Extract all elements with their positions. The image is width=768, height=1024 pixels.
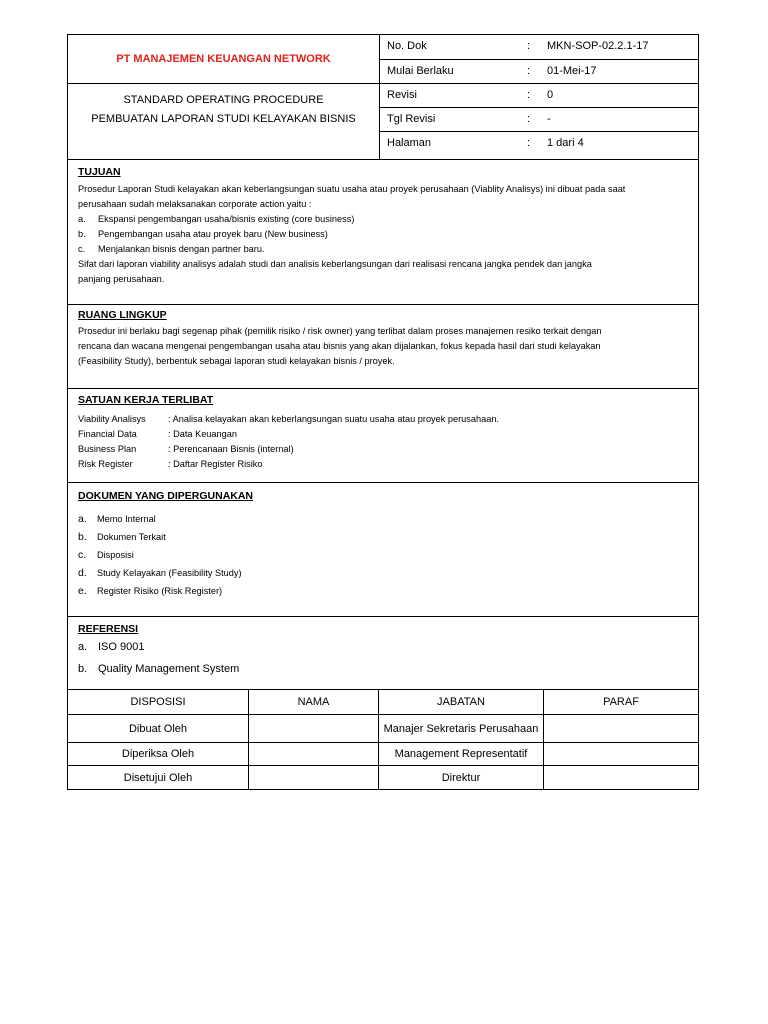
disposisi-cell: Dibuat Oleh: [68, 715, 249, 742]
signature-table: [68, 690, 698, 789]
definition-term: Financial Data: [78, 429, 137, 439]
list-marker: e.: [78, 585, 87, 597]
list-text: Memo Internal: [97, 514, 156, 524]
header-left: [68, 35, 380, 159]
definition-desc: : Perencanaan Bisnis (internal): [168, 444, 294, 454]
list-item: [78, 584, 678, 602]
list-marker: b.: [78, 662, 88, 675]
paraf-cell: [544, 743, 698, 765]
list-item: [78, 530, 678, 548]
signature-header-row: [68, 690, 698, 715]
meta-label: Tgl Revisi: [387, 113, 436, 125]
list-marker: c.: [78, 244, 86, 254]
meta-value: 1 dari 4: [547, 137, 584, 149]
definition-term: Business Plan: [78, 444, 137, 454]
sop-title-line2: PEMBUATAN LAPORAN STUDI KELAYAKAN BISNIS: [91, 113, 356, 125]
meta-label: Halaman: [387, 137, 432, 149]
section-title: TUJUAN: [78, 166, 121, 178]
list-marker: a.: [78, 640, 88, 653]
meta-sep: :: [527, 40, 531, 52]
paragraph-line: Prosedur ini berlaku bagi segenap pihak (pemilik risiko / risk owner) yang terlibat dalam proses manajemen resiko terkait dengan: [78, 326, 602, 336]
satuan-kerja-body: [78, 412, 678, 472]
jabatan-cell: Management Representatif: [379, 743, 544, 765]
list-marker: c.: [78, 549, 87, 561]
list-marker: d.: [78, 567, 87, 579]
definition-desc: : Daftar Register Risiko: [168, 459, 263, 469]
jabatan-cell: Direktur: [379, 766, 544, 789]
paragraph-line: rencana dan wacana mengenai pengembangan usaha atau bisnis yang akan dijalankan, fokus kepada hasil dari studi kelayakan: [78, 341, 601, 351]
paragraph-line: (Feasibility Study), berbentuk sebagai laporan studi kelayakan bisnis / proyek.: [78, 356, 395, 366]
sop-document: [67, 34, 699, 790]
meta-row-halaman: [380, 132, 698, 158]
list-text: Disposisi: [97, 550, 134, 560]
paragraph-line: panjang perusahaan.: [78, 274, 165, 284]
list-marker: b.: [78, 531, 87, 543]
meta-row-no-dok: [380, 35, 698, 60]
meta-value: -: [547, 113, 551, 125]
definition-desc: : Data Keuangan: [168, 429, 237, 439]
meta-label: No. Dok: [387, 40, 427, 52]
paraf-cell: [544, 766, 698, 789]
list-text: ISO 9001: [98, 640, 145, 653]
nama-cell: [249, 715, 379, 742]
list-item: [78, 658, 678, 680]
paragraph-line: Prosedur Laporan Studi kelayakan akan keberlangsungan suatu usaha atau proyek perusahaan (Viablity Analisys) ini dibuat pada saat: [78, 184, 626, 194]
meta-row-revisi: [380, 84, 698, 108]
meta-value: 01-Mei-17: [547, 65, 597, 77]
section-title: SATUAN KERJA TERLIBAT: [78, 394, 214, 406]
definition-desc: : Analisa kelayakan akan keberlangsungan suatu usaha atau proyek perusahaan.: [168, 414, 499, 424]
section-title: RUANG LINGKUP: [78, 309, 167, 321]
jabatan-cell: Manajer Sekretaris Perusahaan: [379, 715, 544, 742]
meta-label: Revisi: [387, 89, 417, 101]
list-text: Register Risiko (Risk Register): [97, 586, 223, 596]
column-header: NAMA: [249, 690, 379, 714]
meta-label: Mulai Berlaku: [387, 65, 454, 77]
definition-term: Risk Register: [78, 459, 133, 469]
section-title: DOKUMEN YANG DIPERGUNAKAN: [78, 490, 254, 502]
list-item: [78, 548, 678, 566]
nama-cell: [249, 766, 379, 789]
referensi-list: [78, 636, 678, 680]
meta-sep: :: [527, 113, 531, 125]
table-row: [68, 715, 698, 743]
definition-row: [78, 427, 678, 442]
list-item: [78, 227, 678, 242]
section-tujuan: [68, 159, 698, 305]
sop-title: [68, 84, 379, 159]
column-header: JABATAN: [379, 690, 544, 714]
list-text: Menjalankan bisnis dengan partner baru.: [98, 244, 265, 254]
nama-cell: [249, 743, 379, 765]
definition-term: Viability Analisys: [78, 414, 146, 424]
company-name: PT MANAJEMEN KEUANGAN NETWORK: [68, 35, 379, 84]
definition-row: [78, 412, 678, 427]
paragraph-line: Sifat dari laporan viability analisys adalah studi dan analisis keberlangsungan dari realisasi rencana jangka pendek dan jangka: [78, 259, 592, 269]
list-marker: a.: [78, 513, 87, 525]
column-header: DISPOSISI: [68, 690, 249, 714]
list-text: Ekspansi pengembangan usaha/bisnis existing (core business): [98, 214, 355, 224]
sop-title-line1: STANDARD OPERATING PROCEDURE: [123, 94, 324, 106]
section-ruang-lingkup: [68, 305, 698, 389]
table-row: [68, 743, 698, 766]
ruang-lingkup-body: [78, 324, 678, 369]
meta-value: 0: [547, 89, 554, 101]
list-item: [78, 242, 678, 257]
meta-sep: :: [527, 65, 531, 77]
meta-row-mulai-berlaku: [380, 60, 698, 84]
list-marker: a.: [78, 214, 86, 224]
list-text: Pengembangan usaha atau proyek baru (New business): [98, 229, 328, 239]
section-referensi: [68, 617, 698, 690]
disposisi-cell: Diperiksa Oleh: [68, 743, 249, 765]
meta-value: MKN-SOP-02.2.1-17: [547, 40, 649, 52]
document-header: [68, 35, 698, 160]
meta-sep: :: [527, 89, 531, 101]
column-header: PARAF: [603, 696, 639, 708]
definition-row: [78, 442, 678, 457]
section-dokumen: [68, 483, 698, 617]
tujuan-body: [78, 182, 678, 287]
list-text: Study Kelayakan (Feasibility Study): [97, 568, 242, 578]
section-title: REFERENSI: [78, 623, 139, 635]
paragraph-line: perusahaan sudah melaksanakan corporate action yaitu :: [78, 199, 312, 209]
dokumen-list: [78, 512, 678, 602]
list-text: Quality Management System: [98, 662, 240, 675]
list-item: [78, 212, 678, 227]
section-satuan-kerja: [68, 389, 698, 483]
table-row: [68, 766, 698, 789]
list-item: [78, 512, 678, 530]
definition-row: [78, 457, 678, 472]
meta-row-tgl-revisi: [380, 108, 698, 132]
list-item: [78, 636, 678, 658]
disposisi-cell: Disetujui Oleh: [68, 766, 249, 789]
list-text: Dokumen Terkait: [97, 532, 166, 542]
list-item: [78, 566, 678, 584]
paraf-cell: [544, 715, 698, 742]
list-marker: b.: [78, 229, 86, 239]
meta-sep: :: [527, 137, 531, 149]
